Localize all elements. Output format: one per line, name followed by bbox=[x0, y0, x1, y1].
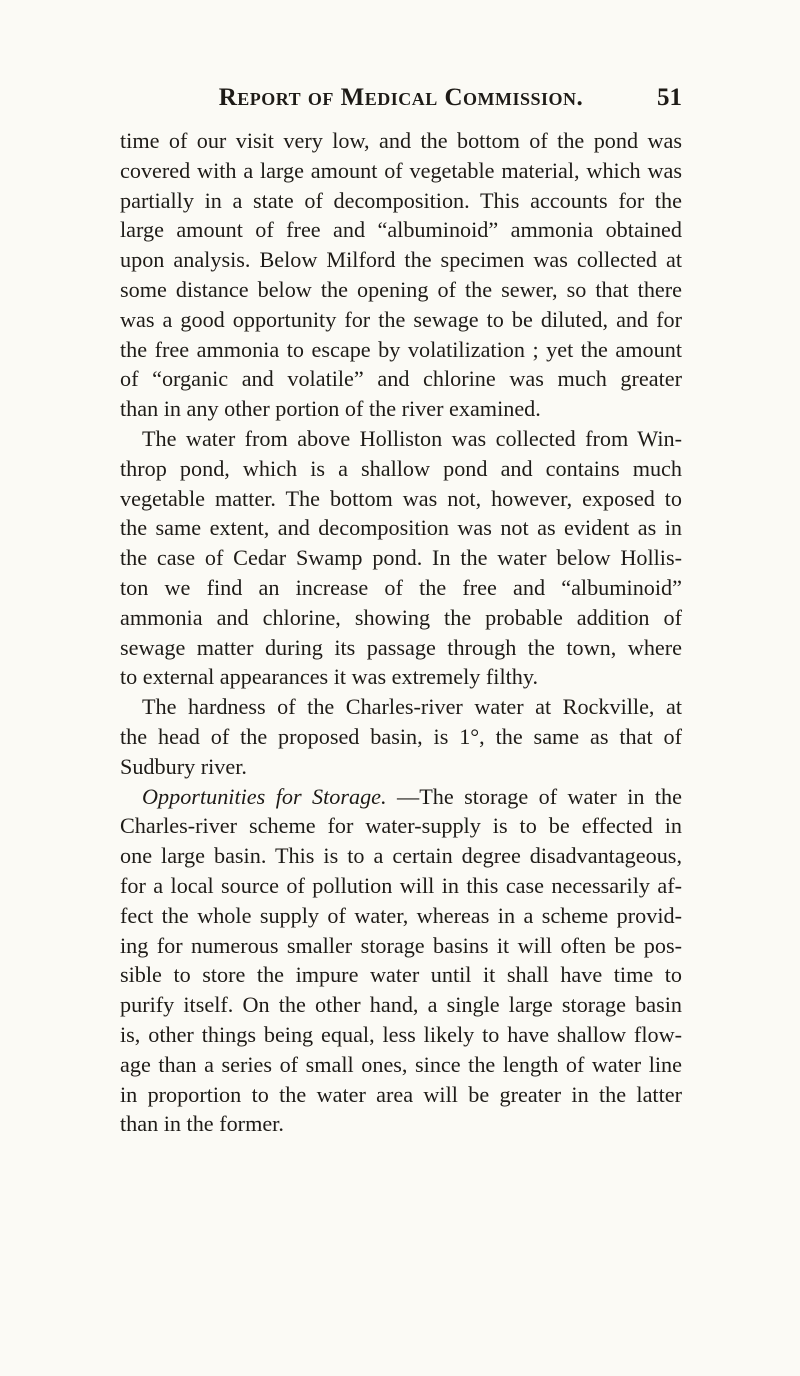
text-line bbox=[120, 1050, 682, 1080]
text-line bbox=[120, 1109, 682, 1139]
text-line bbox=[120, 513, 682, 543]
text-line-content: fect the whole supply of water, whereas in a scheme provid- bbox=[120, 902, 682, 928]
text-line bbox=[120, 990, 682, 1020]
text-line-content: partially in a state of decomposition. This accounts for the bbox=[120, 187, 682, 213]
text-line bbox=[120, 454, 682, 484]
text-line-content: upon analysis. Below Milford the specimen was collected at bbox=[120, 247, 682, 273]
text-line-content: —The storage of water in the bbox=[386, 783, 682, 809]
text-line bbox=[120, 960, 682, 990]
text-line-content: sible to store the impure water until it shall have time to bbox=[120, 962, 682, 988]
text-line bbox=[120, 633, 682, 663]
text-line-content: to external appearances it was extremely filthy. bbox=[120, 664, 539, 690]
text-line-content: large amount of free and “albuminoid” ammonia obtained bbox=[120, 217, 682, 243]
text-line bbox=[120, 662, 682, 692]
text-line-content: the free ammonia to escape by volatilization ; yet the amount bbox=[120, 336, 682, 362]
text-line bbox=[120, 275, 682, 305]
text-line bbox=[120, 335, 682, 365]
page-number: 51 bbox=[657, 84, 682, 111]
text-line bbox=[120, 1080, 682, 1110]
text-line-content: time of our visit very low, and the bottom of the pond was bbox=[120, 128, 682, 153]
section-heading-italic: Opportunities for Storage. bbox=[142, 783, 387, 809]
text-line bbox=[120, 841, 682, 871]
text-line-content: in proportion to the water area will be greater in the latter bbox=[120, 1081, 682, 1107]
running-head bbox=[120, 84, 682, 116]
text-line-content: ammonia and chlorine, showing the probable addition of bbox=[120, 604, 682, 630]
body-text bbox=[120, 126, 682, 1139]
text-line bbox=[120, 156, 682, 186]
text-line-content: ing for numerous smaller storage basins it will often be pos- bbox=[120, 932, 682, 958]
text-line-content: sewage matter during its passage through the town, where bbox=[120, 634, 682, 660]
text-line bbox=[120, 931, 682, 961]
text-line-content: purify itself. On the other hand, a single large storage basin bbox=[120, 992, 682, 1018]
text-line-content: than in any other portion of the river examined. bbox=[120, 396, 541, 422]
text-line-content: throp pond, which is a shallow pond and contains much bbox=[120, 455, 682, 481]
text-line-content: than in the former. bbox=[120, 1111, 284, 1137]
text-line bbox=[120, 126, 682, 156]
text-line bbox=[120, 364, 682, 394]
text-line-content: was a good opportunity for the sewage to be diluted, and for bbox=[120, 306, 682, 332]
text-line-content: one large basin. This is to a certain degree disadvantageous, bbox=[120, 843, 682, 869]
text-line bbox=[120, 543, 682, 573]
text-line-content: Charles-river scheme for water-supply is to be effected in bbox=[120, 813, 682, 839]
text-line bbox=[120, 245, 682, 275]
text-line bbox=[120, 215, 682, 245]
text-line-content: some distance below the opening of the sewer, so that there bbox=[120, 276, 682, 302]
text-line-content: The hardness of the Charles-river water at Rockville, at bbox=[142, 694, 682, 720]
text-line bbox=[120, 811, 682, 841]
text-line bbox=[120, 782, 682, 812]
text-line bbox=[120, 1020, 682, 1050]
text-line-content: ton we find an increase of the free and “albuminoid” bbox=[120, 574, 682, 600]
text-line bbox=[120, 424, 682, 454]
text-line bbox=[120, 871, 682, 901]
text-line bbox=[120, 573, 682, 603]
text-line bbox=[120, 305, 682, 335]
text-line bbox=[120, 603, 682, 633]
text-line-content: Sudbury river. bbox=[120, 753, 247, 779]
text-line bbox=[120, 722, 682, 752]
text-line-content: of “organic and volatile” and chlorine was much greater bbox=[120, 366, 682, 392]
text-line-content: is, other things being equal, less likely to have shallow flow- bbox=[120, 1021, 682, 1047]
text-line bbox=[120, 484, 682, 514]
text-line-content: age than a series of small ones, since the length of water line bbox=[120, 1051, 682, 1077]
text-line-content: covered with a large amount of vegetable material, which was bbox=[120, 157, 682, 183]
text-line-content: for a local source of pollution will in this case necessarily af- bbox=[120, 872, 682, 898]
text-line bbox=[120, 901, 682, 931]
text-line bbox=[120, 692, 682, 722]
text-line-content: The water from above Holliston was collected from Win- bbox=[142, 425, 682, 451]
text-line bbox=[120, 752, 682, 782]
running-head-title: Report of Medical Commission. bbox=[218, 84, 584, 111]
text-line bbox=[120, 186, 682, 216]
text-line-content: the case of Cedar Swamp pond. In the water below Hollis- bbox=[120, 545, 682, 571]
text-line-content: the same extent, and decomposition was not as evident as in bbox=[120, 515, 682, 541]
text-line-content: the head of the proposed basin, is 1°, the same as that of bbox=[120, 723, 682, 749]
text-line-content: vegetable matter. The bottom was not, however, exposed to bbox=[120, 485, 682, 511]
text-line bbox=[120, 394, 682, 424]
